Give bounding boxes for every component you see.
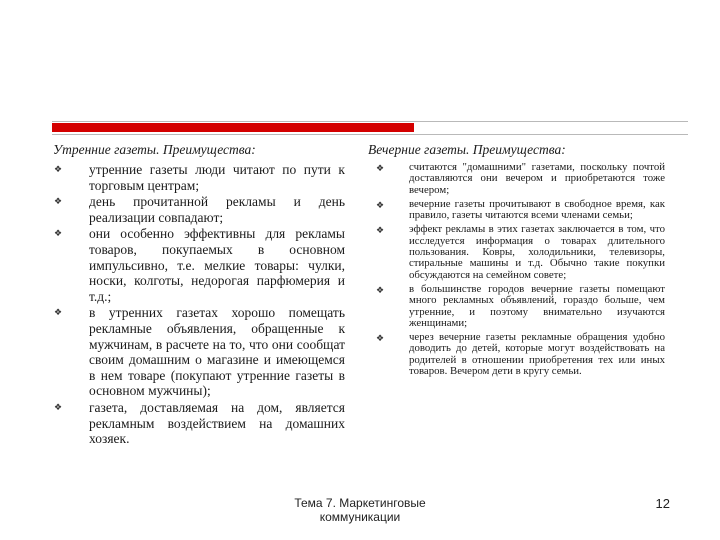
list-item-text: через вечерние газеты рекламные обращения удобно доводить до детей, которые могут воздействовать на родителей в отношении приобретения тех или иных товаров. Вечером дети в кругу семьи.: [409, 331, 665, 378]
diamond-bullet-icon: ❖: [376, 333, 385, 344]
list-item: [53, 305, 345, 399]
diamond-bullet-icon: ❖: [376, 163, 385, 173]
accent-bar: [52, 123, 414, 132]
diamond-bullet-icon: ❖: [54, 307, 63, 318]
diamond-bullet-icon: ❖: [54, 401, 63, 412]
list-item-text: они особенно эффективны для рекламы товаров, покупаемых в основном импульсивно, т.е. мелкие товары: чулки, носки, колготы, недорогая парфюмерия и т.д.;: [89, 226, 345, 304]
list-item: [368, 224, 665, 280]
morning-heading: Утренние газеты. Преимущества:: [53, 142, 256, 157]
list-item: [53, 194, 345, 225]
footer-line-1: Тема 7. Маркетинговые: [294, 496, 426, 510]
bottom-rule: [52, 134, 688, 135]
list-item-text: эффект рекламы в этих газетах заключается в том, что исследуется информация о товарах длительного пользования. Ковры, холодильники, телевизоры, стиральные машины и т.д. Обычно такие покупки обсуждаются на семейном совете;: [409, 223, 665, 281]
list-item-text: газета, доставляемая на дом, является рекламным воздействием на домашних хозяек.: [89, 399, 345, 447]
list-item: [53, 226, 345, 304]
list-item-text: день прочитанной рекламы и день реализации совпадают;: [89, 194, 345, 225]
evening-heading: Вечерние газеты. Преимущества:: [368, 142, 566, 157]
list-item: [368, 284, 665, 329]
evening-list: [368, 162, 665, 377]
diamond-bullet-icon: ❖: [376, 284, 385, 295]
list-item: [53, 162, 345, 193]
diamond-bullet-icon: ❖: [376, 225, 385, 236]
list-item-text: вечерние газеты прочитывают в свободное время, как правило, газеты читаются всеми членами семьи;: [409, 197, 665, 222]
diamond-bullet-icon: ❖: [376, 199, 385, 210]
top-rule: [52, 121, 688, 122]
footer-line-2: коммуникации: [319, 510, 401, 524]
page-number: 12: [655, 496, 670, 511]
list-item: [53, 400, 345, 447]
morning-list: [53, 162, 345, 447]
diamond-bullet-icon: ❖: [54, 196, 63, 207]
list-item-text: в утренних газетах хорошо помещать рекламные объявления, обращенные к мужчинам, в расчете на то, что они сообщат своим домашним о магазине и имеющемся в нем товаре (покупают утренние газеты в основном мужчины);: [89, 305, 345, 399]
diamond-bullet-icon: ❖: [54, 164, 63, 174]
diamond-bullet-icon: ❖: [54, 228, 63, 239]
evening-column: [368, 140, 665, 380]
list-item: [368, 332, 665, 377]
list-item-text: считаются "домашними" газетами, поскольку почтой доставляются они вечером и приобретаются тоже вечером;: [409, 161, 665, 196]
list-item-text: утренние газеты люди читают по пути к торговым центрам;: [89, 162, 345, 193]
list-item-text: в большинстве городов вечерние газеты помещают много рекламных объявлений, гораздо больше, чем утренние, и поэтому внимательно изучаются женщинами;: [409, 282, 665, 329]
slide-footer: [270, 496, 450, 524]
list-item: [368, 199, 665, 222]
morning-column: [53, 140, 345, 448]
list-item: [368, 162, 665, 196]
